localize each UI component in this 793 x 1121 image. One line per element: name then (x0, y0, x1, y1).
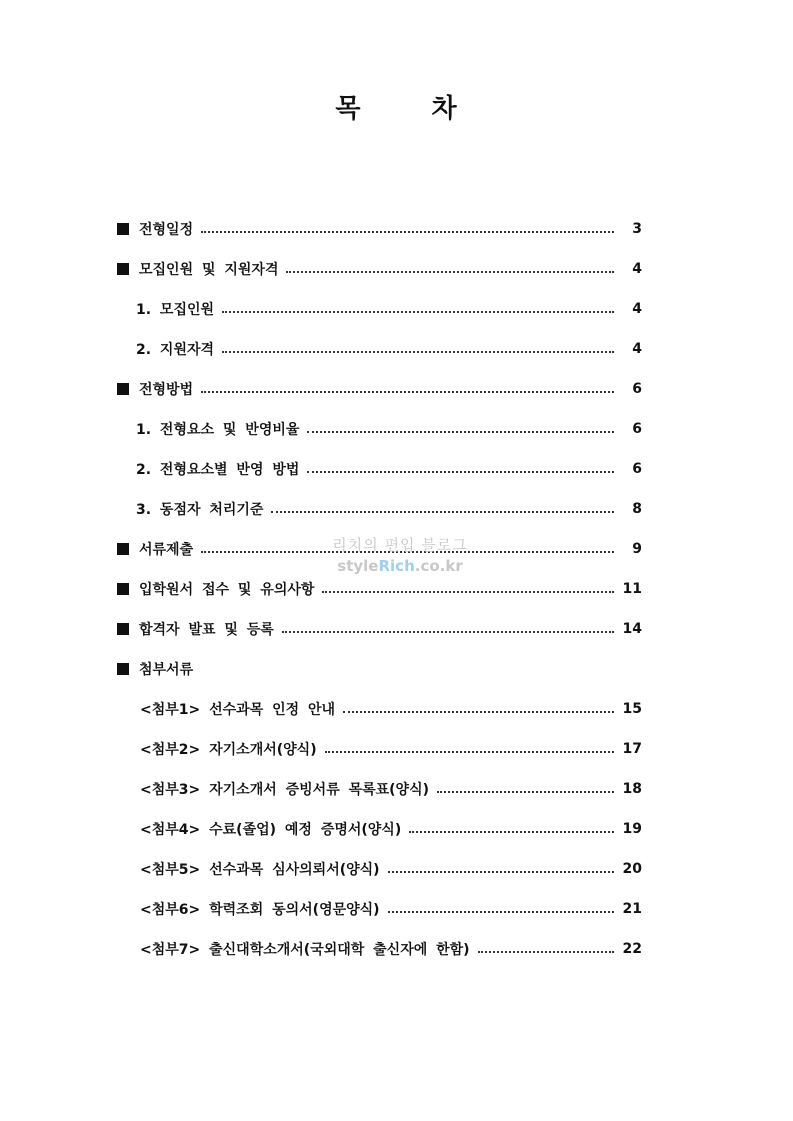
toc-entry[interactable] (0, 209, 793, 249)
dot-leader (307, 471, 614, 473)
toc-entry-label: 전형일정 (139, 222, 194, 238)
watermark-accent: Rich (378, 557, 415, 575)
toc-entry-label: 2. 지원자격 (136, 342, 215, 358)
dot-leader (343, 711, 614, 713)
page-title (0, 88, 793, 125)
toc-entry[interactable] (0, 449, 793, 489)
dot-leader (201, 391, 614, 393)
page-title-char-2: 차 (431, 94, 458, 124)
toc-entry[interactable] (0, 529, 793, 569)
watermark-line-1: 리치의 편입 블로그 (332, 536, 468, 554)
dot-leader (307, 431, 614, 433)
watermark-prefix: style (337, 557, 379, 575)
square-bullet-icon (117, 623, 129, 635)
toc-entry-page-number: 6 (632, 421, 642, 437)
toc-entry[interactable] (0, 409, 793, 449)
toc-entry-page-number: 9 (632, 541, 642, 557)
square-bullet-icon (117, 223, 129, 235)
toc-entry[interactable] (0, 569, 793, 609)
toc-entry-label: 2. 전형요소별 반영 방법 (136, 462, 300, 478)
square-bullet-icon (117, 543, 129, 555)
toc-entry-page-number: 19 (622, 821, 642, 837)
toc-entry-page-number: 6 (632, 461, 642, 477)
dot-leader (201, 231, 614, 233)
toc-entry-page-number: 4 (632, 301, 642, 317)
toc-entry-page-number: 15 (622, 701, 642, 717)
toc-entry[interactable] (0, 609, 793, 649)
dot-leader (388, 911, 614, 913)
toc-entry-label: <첨부4> 수료(졸업) 예정 증명서(양식) (140, 822, 402, 838)
toc-entry-page-number: 20 (622, 861, 642, 877)
toc-entry-page-number: 17 (622, 741, 642, 757)
toc-entry-label: 입학원서 접수 및 유의사항 (139, 582, 315, 598)
dot-leader (325, 751, 614, 753)
toc-entry[interactable] (0, 329, 793, 369)
square-bullet-icon (117, 663, 129, 675)
square-bullet-icon (117, 583, 129, 595)
dot-leader (271, 511, 614, 513)
dot-leader (201, 551, 614, 553)
toc-entry[interactable] (0, 689, 793, 729)
toc-entry-label: <첨부1> 선수과목 인정 안내 (140, 702, 336, 718)
toc-entry-label: 전형방법 (139, 382, 194, 398)
square-bullet-icon (117, 383, 129, 395)
toc-entry-label: 3. 동점자 처리기준 (136, 502, 264, 518)
toc-entry[interactable] (0, 809, 793, 849)
toc-entry[interactable] (0, 249, 793, 289)
toc-entry-page-number: 22 (622, 941, 642, 957)
toc-entry-label: <첨부3> 자기소개서 증빙서류 목록표(양식) (140, 782, 430, 798)
toc-entry-label: 첨부서류 (139, 662, 194, 678)
dot-leader (478, 951, 614, 953)
toc-entry[interactable] (0, 649, 793, 689)
toc-entry[interactable] (0, 729, 793, 769)
toc-entry-label: 1. 모집인원 (136, 302, 215, 318)
toc-entry[interactable] (0, 489, 793, 529)
watermark-suffix: .co.kr (414, 557, 463, 575)
toc-entry-page-number: 21 (622, 901, 642, 917)
dot-leader (286, 271, 614, 273)
toc-entry-label: <첨부7> 출신대학소개서(국외대학 출신자에 한함) (140, 942, 470, 958)
toc-entry-page-number: 4 (632, 341, 642, 357)
toc-entry-page-number: 3 (632, 221, 642, 237)
toc-entry-label: 모집인원 및 지원자격 (139, 262, 279, 278)
toc-entry-label: <첨부6> 학력조회 동의서(영문양식) (140, 902, 380, 918)
dot-leader (282, 631, 614, 633)
toc-entry-label: <첨부2> 자기소개서(양식) (140, 742, 317, 758)
toc-entry-label: 1. 전형요소 및 반영비율 (136, 422, 300, 438)
toc-entry[interactable] (0, 289, 793, 329)
toc-entry[interactable] (0, 889, 793, 929)
toc-entry-label: 서류제출 (139, 542, 194, 558)
table-of-contents (0, 209, 793, 969)
page-title-char-1: 목 (335, 94, 362, 124)
dot-leader (409, 831, 614, 833)
toc-entry[interactable] (0, 929, 793, 969)
dot-leader (222, 351, 614, 353)
square-bullet-icon (117, 263, 129, 275)
toc-entry-label: <첨부5> 선수과목 심사의뢰서(양식) (140, 862, 380, 878)
dot-leader (388, 871, 614, 873)
toc-entry-page-number: 4 (632, 261, 642, 277)
dot-leader (222, 311, 614, 313)
toc-entry[interactable] (0, 769, 793, 809)
toc-entry-page-number: 14 (622, 621, 642, 637)
toc-entry-page-number: 18 (622, 781, 642, 797)
toc-entry-page-number: 8 (632, 501, 642, 517)
toc-entry-page-number: 11 (622, 581, 642, 597)
toc-entry-page-number: 6 (632, 381, 642, 397)
dot-leader (437, 791, 614, 793)
toc-entry-label: 합격자 발표 및 등록 (139, 622, 274, 638)
toc-entry[interactable] (0, 369, 793, 409)
dot-leader (322, 591, 614, 593)
toc-entry[interactable] (0, 849, 793, 889)
